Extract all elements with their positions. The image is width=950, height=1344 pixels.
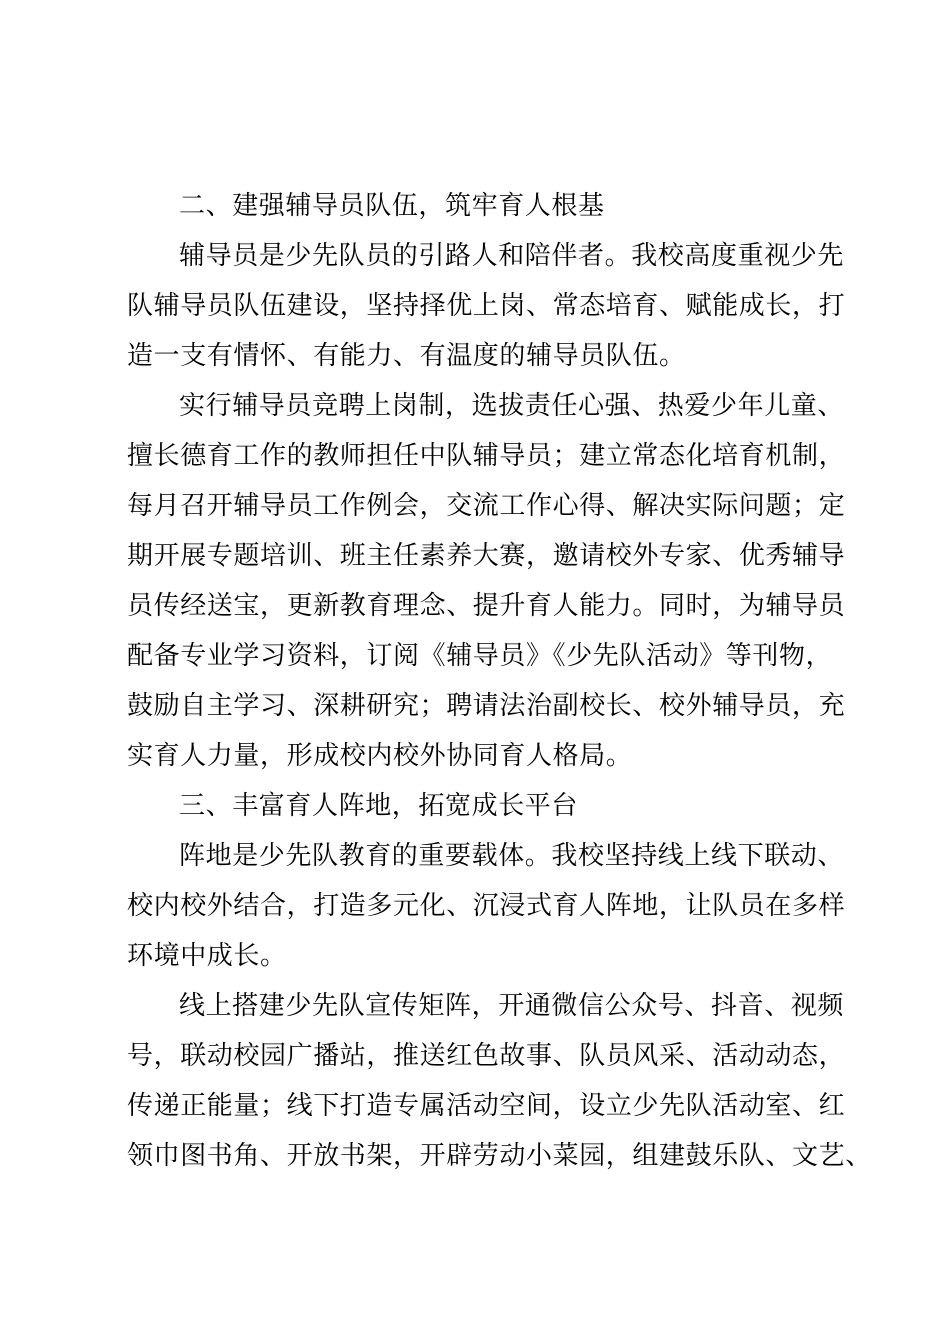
paragraph-line: 擅长德育工作的教师担任中队辅导员；建立常态化培育机制，	[127, 441, 846, 471]
paragraph-line: 阵地是少先队教育的重要载体。我校坚持线上线下联动、	[179, 841, 845, 871]
paragraph-line: 配备专业学习资料，订阅《辅导员》《少先队活动》等刊物，	[127, 641, 833, 671]
paragraph-line: 传递正能量；线下打造专属活动空间，设立少先队活动室、红	[127, 1091, 846, 1121]
paragraph-line: 校内校外结合，打造多元化、沉浸式育人阵地，让队员在多样	[127, 891, 846, 921]
paragraph-line: 领巾图书角、开放书架，开辟劳动小菜园，组建鼓乐队、文艺、	[127, 1141, 872, 1171]
section-heading: 三、丰富育人阵地，拓宽成长平台	[179, 791, 579, 821]
paragraph-line: 环境中成长。	[127, 941, 287, 971]
paragraph-line: 实育人力量，形成校内校外协同育人格局。	[127, 741, 633, 771]
paragraph-line: 队辅导员队伍建设，坚持择优上岗、常态培育、赋能成长，打	[127, 291, 846, 321]
paragraph-line: 实行辅导员竞聘上岗制，选拔责任心强、热爱少年儿童、	[179, 391, 845, 421]
paragraph-line: 期开展专题培训、班主任素养大赛，邀请校外专家、优秀辅导	[127, 541, 846, 571]
paragraph-line: 线上搭建少先队宣传矩阵，开通微信公众号、抖音、视频	[179, 991, 845, 1021]
paragraph-line: 鼓励自主学习、深耕研究；聘请法治副校长、校外辅导员，充	[127, 691, 846, 721]
paragraph-line: 员传经送宝，更新教育理念、提升育人能力。同时，为辅导员	[127, 591, 846, 621]
paragraph-line: 造一支有情怀、有能力、有温度的辅导员队伍。	[127, 341, 686, 371]
section-heading: 二、建强辅导员队伍，筑牢育人根基	[179, 191, 605, 221]
paragraph-line: 每月召开辅导员工作例会，交流工作心得、解决实际问题；定	[127, 491, 846, 521]
paragraph-line: 号，联动校园广播站，推送红色故事、队员风采、活动动态，	[127, 1041, 846, 1071]
paragraph-line: 辅导员是少先队员的引路人和陪伴者。我校高度重视少先	[179, 241, 845, 271]
